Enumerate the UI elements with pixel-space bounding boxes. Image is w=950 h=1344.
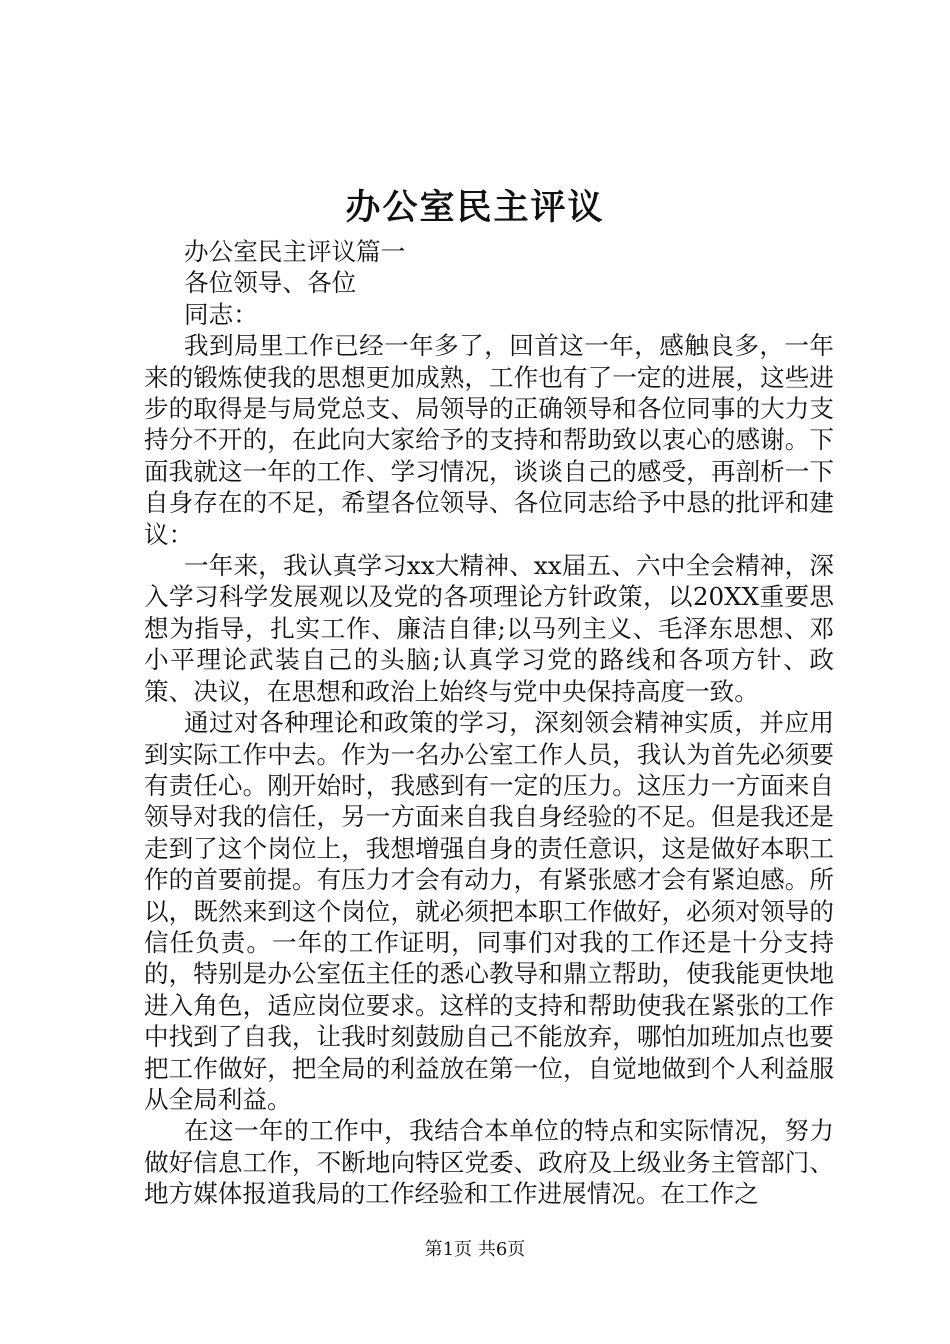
body-paragraph: 一年来，我认真学习xx大精神、xx届五、六中全会精神，深入学习科学发展观以及党的各项理论方针政策，以20XX重要思想为指导，扎实工作、廉洁自律;以马列主义、毛泽东思想、邓小平理论武装自己的头脑;认真学习党的路线和各项方针、政策、决议，在思想和政治上始终与党中央保持高度一致。 <box>144 551 834 706</box>
document-title: 办公室民主评议 <box>345 187 605 228</box>
body-paragraph: 通过对各种理论和政策的学习，深刻领会精神实质，并应用到实际工作中去。作为一名办公室工作人员，我认为首先必须要有责任心。刚开始时，我感到有一定的压力。这压力一方面来自领导对我的信任，另一方面来自我自身经验的不足。但是我还是走到了这个岗位上，我想增强自身的责任意识，这是做好本职工作的首要前提。有压力才会有动力，有紧张感才会有紧迫感。所以，既然来到这个岗位，就必须把本职工作做好，必须对领导的信任负责。一年的工作证明，同事们对我的工作还是十分支持的，特别是办公室伍主任的悉心教导和鼎立帮助，使我能更快地进入角色，适应岗位要求。这样的支持和帮助使我在紧张的工作中找到了自我，让我时刻鼓励自己不能放弃，哪怕加班加点也要把工作做好，把全局的利益放在第一位，自觉地做到个人利益服从全局利益。 <box>144 708 834 1114</box>
section-heading: 办公室民主评议篇一 <box>184 237 406 266</box>
body-paragraph: 在这一年的工作中，我结合本单位的特点和实际情况，努力做好信息工作，不断地向特区党委、政府及上级业务主管部门、地方媒体报道我局的工作经验和工作进展情况。在工作之 <box>144 1116 834 1209</box>
salutation-line-1: 各位领导、各位 <box>184 268 357 298</box>
body-paragraph: 我到局里工作已经一年多了，回首这一年，感触良多，一年来的锻炼使我的思想更加成熟，工作也有了一定的进展，这些进步的取得是与局党总支、局领导的正确领导和各位同事的大力支持分不开的，在此向大家给予的支持和帮助致以衷心的感谢。下面我就这一年的工作、学习情况，谈谈自己的感受，再剖析一下自身存在的不足，希望各位领导、各位同志给予中恳的批评和建议： <box>144 331 834 549</box>
document-body <box>144 236 834 1210</box>
page-footer: 第1页 共6页 <box>424 1239 526 1260</box>
salutation-line-2: 同志： <box>184 299 258 329</box>
